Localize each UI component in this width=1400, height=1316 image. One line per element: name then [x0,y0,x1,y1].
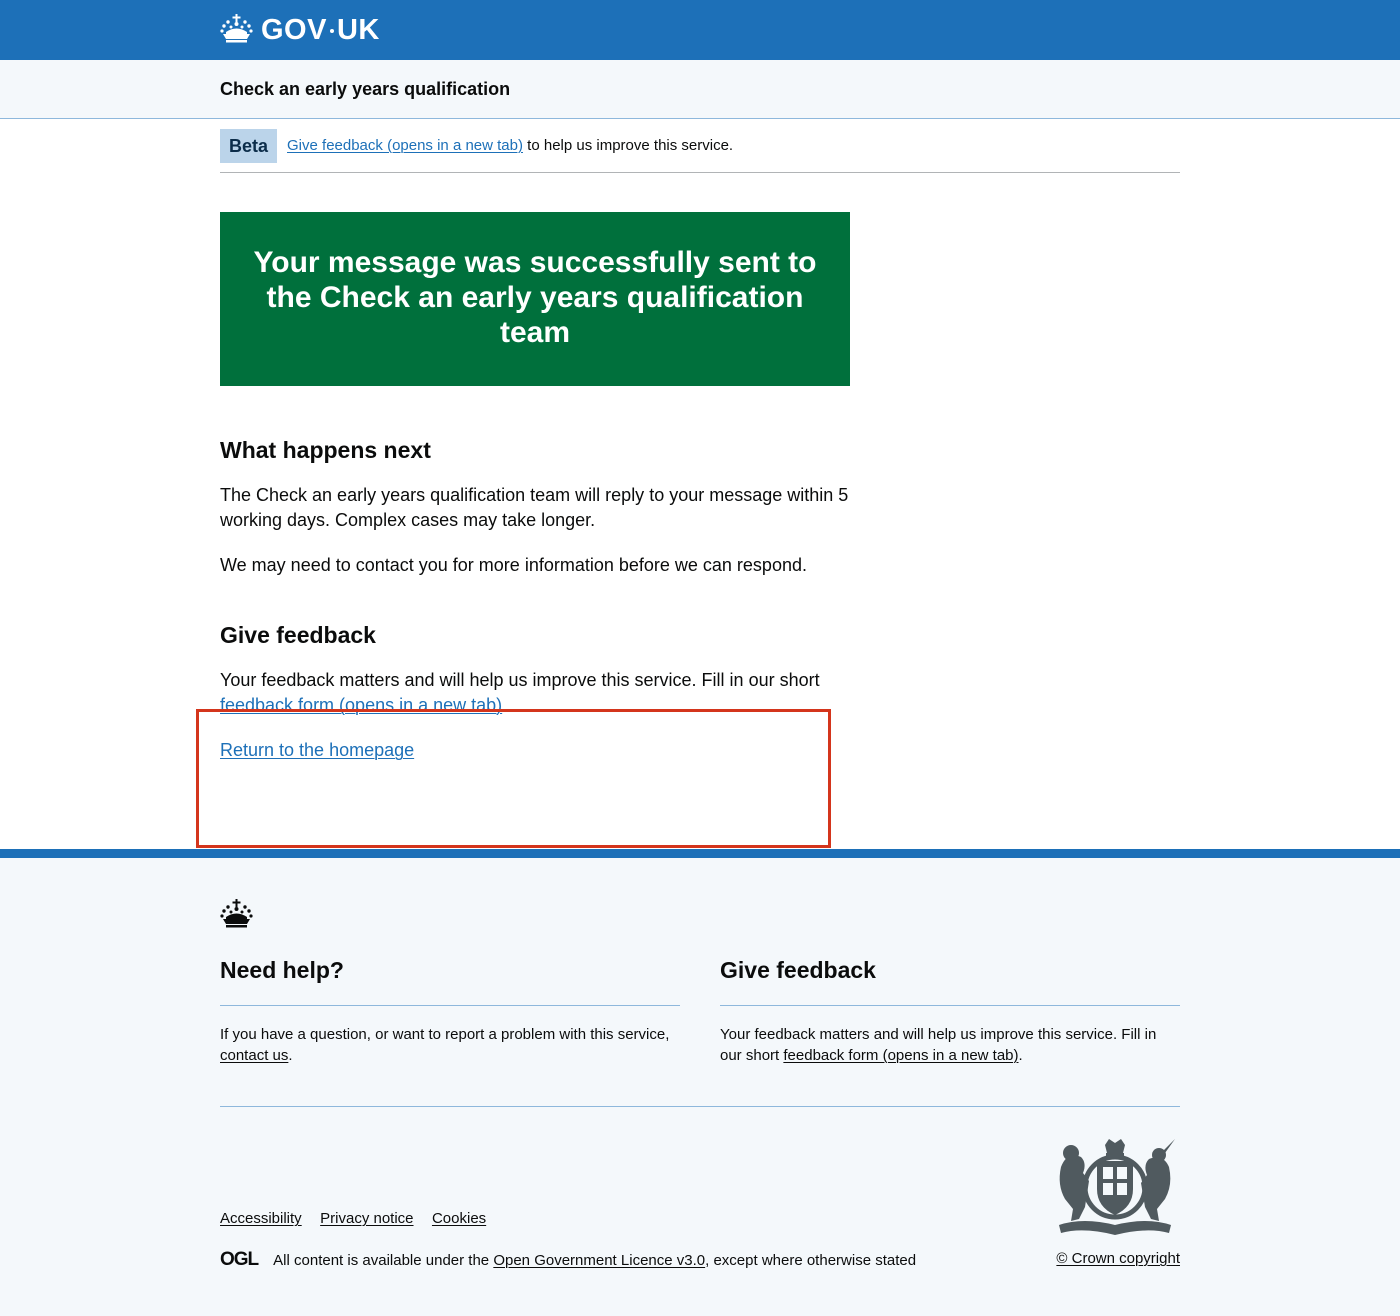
open-government-licence-link[interactable]: Open Government Licence v3.0 [493,1251,706,1269]
footer-feedback-form-link[interactable]: feedback form (opens in a new tab) [783,1047,1019,1064]
footer-help-heading: Need help? [220,955,680,1006]
crown-copyright-link[interactable]: © Crown copyright [1056,1250,1180,1267]
footer-meta-links [220,1210,500,1228]
govuk-footer [0,849,1400,1316]
crown-icon [220,13,253,48]
logo-text-uk: UK [336,13,380,46]
feedback-end: . [502,695,508,715]
phase-banner-suffix: to help us improve this service. [527,137,734,154]
phase-banner [220,119,1180,173]
footer-feedback-heading: Give feedback [720,955,1180,1006]
feedback-form-link[interactable]: feedback form (opens in a new tab) [220,695,503,715]
accessibility-link[interactable]: Accessibility [220,1210,302,1227]
footer-crown-icon [220,915,253,932]
give-feedback-heading: Give feedback [220,622,376,648]
phase-feedback-link[interactable]: Give feedback (opens in a new tab) [287,137,523,154]
logo-dot [330,29,334,33]
return-paragraph [220,738,850,763]
royal-coat-of-arms-icon [1053,1137,1178,1246]
footer-feedback-section [720,955,1180,1066]
govuk-logo-link[interactable] [220,13,380,48]
footer-feedback-end: . [1018,1047,1023,1064]
footer-help-end: . [288,1047,293,1064]
footer-feedback-copy: Your feedback matters and will help us improve this service. Fill in our short [720,1026,1157,1064]
footer-feedback-text [720,1024,1180,1066]
footer-licence [220,1249,916,1271]
footer-help-text [220,1024,680,1066]
service-name-link[interactable]: Check an early years qualification [220,78,511,99]
licence-prefix: All content is available under the [273,1251,490,1269]
footer-help-section [220,955,680,1066]
next-paragraph-1: The Check an early years qualification team will reply to your message within 5 working days. Complex cases may take longer. [220,485,849,530]
next-paragraph-2: We may need to contact you for more information before we can respond. [220,555,807,575]
privacy-notice-link[interactable]: Privacy notice [320,1210,414,1227]
ogl-logo-icon: OGL [220,1249,259,1270]
logo-text-gov: GOV [261,13,327,46]
service-navigation [0,60,1400,119]
crown-copyright-block [1050,1137,1180,1268]
feedback-text: Your feedback matters and will help us improve this service. Fill in our short [220,670,820,690]
feedback-paragraph [220,668,850,718]
govuk-header [0,0,1400,60]
panel-title: Your message was successfully sent to the Check an early years qualification team [253,246,817,349]
confirmation-panel [220,212,850,386]
beta-tag: Beta [220,129,277,163]
licence-suffix: , except where otherwise stated [705,1251,917,1269]
cookies-link[interactable]: Cookies [431,1210,487,1227]
phase-banner-text [287,137,733,154]
main-content [220,173,1180,763]
return-homepage-link[interactable]: Return to the homepage [220,740,415,760]
footer-help-copy: If you have a question, or want to report a problem with this service, [220,1026,670,1043]
what-happens-next-heading: What happens next [220,437,431,463]
contact-us-link[interactable]: contact us [220,1047,289,1064]
